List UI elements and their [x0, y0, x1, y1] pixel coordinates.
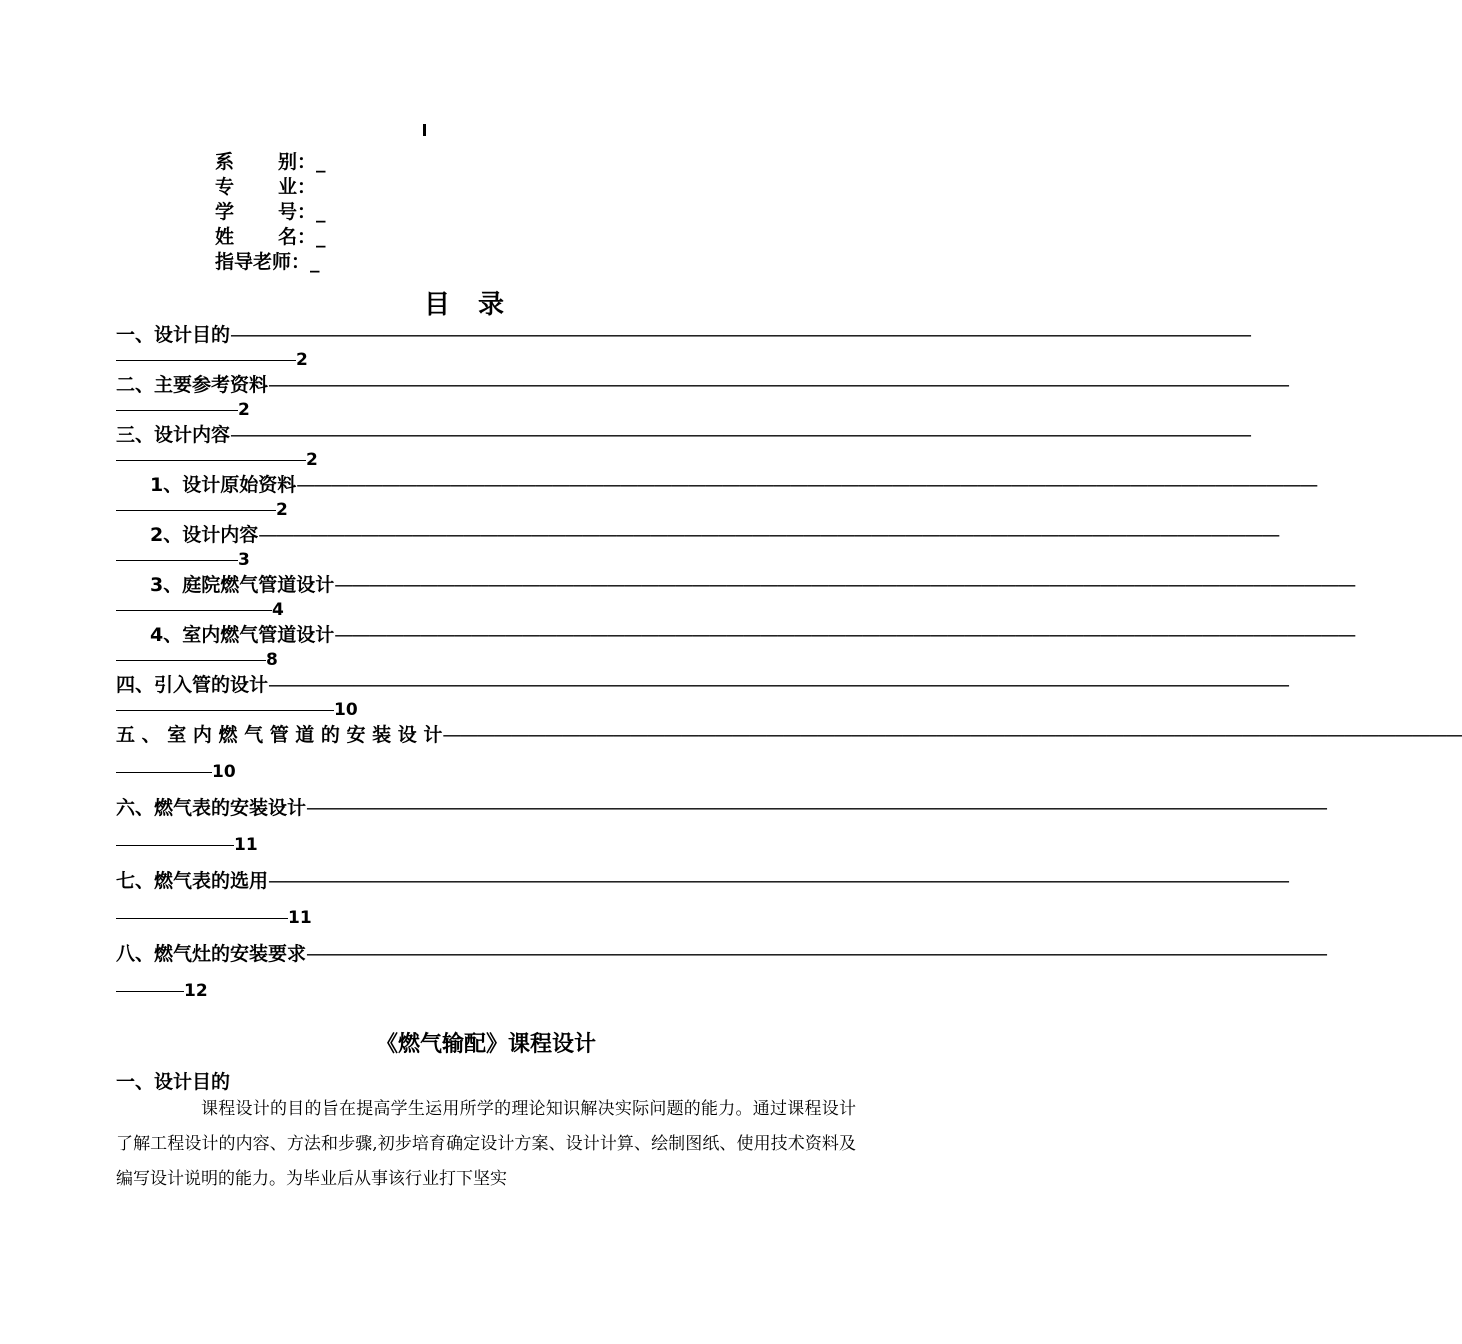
toc-leader [116, 510, 276, 511]
toc-page-number: 12 [184, 981, 208, 1001]
toc-page-number: 2 [296, 350, 308, 370]
toc-entry-label: 二、主要参考资料 [116, 374, 269, 396]
toc-entry-label: 一、设计目的 [116, 324, 231, 346]
field-label-char: 名： [278, 226, 317, 248]
cover-field-major [215, 175, 316, 200]
toc-leader: ———————————————————————————————————————————————————————————— [230, 324, 1251, 346]
toc-page-number: 4 [272, 600, 284, 620]
cover-field-advisor [215, 250, 320, 275]
field-label: 指导老师： [215, 251, 311, 273]
toc-entry-label: 三、设计内容 [116, 424, 231, 446]
toc-page-number: 8 [266, 650, 278, 670]
field-value: _ [316, 226, 326, 248]
cover-field-name [215, 225, 326, 250]
toc-leader: ———————————————————————————————————————————————————————————— [268, 374, 1289, 396]
toc-entry[interactable] [150, 572, 1355, 598]
toc-page-number: 10 [334, 700, 358, 720]
toc-leader [116, 560, 238, 561]
toc-entry[interactable] [116, 322, 1251, 348]
toc-entry[interactable] [116, 941, 1327, 967]
toc-entry[interactable] [116, 372, 1289, 398]
toc-leader [116, 991, 184, 992]
field-value: _ [316, 201, 326, 223]
toc-leader [116, 610, 272, 611]
toc-entry-page-line [116, 833, 258, 857]
toc-leader: ———————————————————————————————————————————————————————————— [442, 724, 1462, 746]
field-label-char: 专 [215, 176, 235, 198]
toc-page-number: 11 [288, 908, 312, 928]
toc-entry[interactable] [150, 472, 1317, 498]
toc-entry[interactable] [116, 795, 1327, 821]
cover-field-student-id [215, 200, 326, 225]
field-label-char: 学 [215, 201, 235, 223]
toc-leader [116, 360, 296, 361]
field-label-char: 别： [278, 151, 317, 173]
toc-page-number: 2 [276, 500, 288, 520]
toc-leader [116, 460, 306, 461]
toc-leader: ———————————————————————————————————————————————————————————— [268, 870, 1289, 892]
field-value: _ [310, 251, 320, 273]
toc-entry-label: 五 、 室 内 燃 气 管 道 的 安 装 设 计 [116, 724, 443, 746]
toc-entry[interactable] [150, 622, 1355, 648]
toc-entry-page-line [116, 548, 250, 572]
field-label-char: 姓 [215, 226, 235, 248]
toc-entry[interactable] [116, 422, 1251, 448]
toc-leader: ———————————————————————————————————————————————————————————— [230, 424, 1251, 446]
toc-leader: ———————————————————————————————————————————————————————————— [268, 674, 1289, 696]
toc-page-number: 2 [238, 400, 250, 420]
toc-leader [116, 845, 234, 846]
toc-entry-page-line [116, 448, 318, 472]
section-heading: 一、设计目的 [116, 1071, 231, 1093]
toc-leader: ———————————————————————————————————————————————————————————— [334, 624, 1355, 646]
toc-entry-page-line [116, 906, 312, 930]
field-label-char: 系 [215, 151, 235, 173]
field-label-char: 号： [278, 201, 317, 223]
toc-entry-label: 2、设计内容 [150, 524, 259, 546]
toc-entry[interactable] [116, 672, 1289, 698]
toc-entry-label: 3、庭院燃气管道设计 [150, 574, 335, 596]
toc-entry-label: 4、室内燃气管道设计 [150, 624, 335, 646]
toc-entry-page-line [116, 498, 288, 522]
toc-entry-page-line [116, 760, 236, 784]
toc-page-number: 11 [234, 835, 258, 855]
toc-leader: ———————————————————————————————————————————————————————————— [258, 524, 1279, 546]
toc-page-number: 3 [238, 550, 250, 570]
toc-leader: ———————————————————————————————————————————————————————————— [296, 474, 1317, 496]
toc-leader [116, 710, 334, 711]
toc-entry-page-line [116, 348, 308, 372]
page-mark [423, 124, 426, 136]
cover-field-department [215, 150, 326, 175]
toc-entry-label: 四、引入管的设计 [116, 674, 269, 696]
toc-entry-label: 1、设计原始资料 [150, 474, 297, 496]
toc-entry[interactable] [116, 868, 1289, 894]
toc-entry[interactable] [116, 722, 1462, 748]
toc-entry-page-line [116, 979, 208, 1003]
toc-leader: ———————————————————————————————————————————————————————————— [306, 943, 1327, 965]
toc-page-number: 2 [306, 450, 318, 470]
toc-leader [116, 772, 212, 773]
toc-page-number: 10 [212, 762, 236, 782]
field-value: _ [316, 151, 326, 173]
toc-entry-label: 八、燃气灶的安装要求 [116, 943, 307, 965]
toc-entry-label: 六、燃气表的安装设计 [116, 797, 307, 819]
toc-leader [116, 410, 238, 411]
toc-leader: ———————————————————————————————————————————————————————————— [334, 574, 1355, 596]
toc-entry-page-line [116, 398, 250, 422]
field-label-char: 业： [278, 176, 317, 198]
toc-entry-page-line [116, 648, 278, 672]
toc-leader [116, 660, 266, 661]
toc-leader: ———————————————————————————————————————————————————————————— [306, 797, 1327, 819]
section-paragraph: 课程设计的目的旨在提高学生运用所学的理论知识解决实际问题的能力。通过课程设计了解工程设计的内容、方法和步骤,初步培育确定设计方案、设计计算、绘制图纸、使用技术资料及编写设计说明的能力。为毕业后从事该行业打下坚实 [116, 1099, 856, 1189]
toc-leader [116, 918, 288, 919]
toc-title: 目录 [423, 290, 532, 320]
toc-entry-label: 七、燃气表的选用 [116, 870, 269, 892]
toc-entry-page-line [116, 598, 284, 622]
document-title: 《燃气输配》课程设计 [375, 1032, 596, 1057]
toc-entry-page-line [116, 698, 358, 722]
toc-entry[interactable] [150, 522, 1279, 548]
